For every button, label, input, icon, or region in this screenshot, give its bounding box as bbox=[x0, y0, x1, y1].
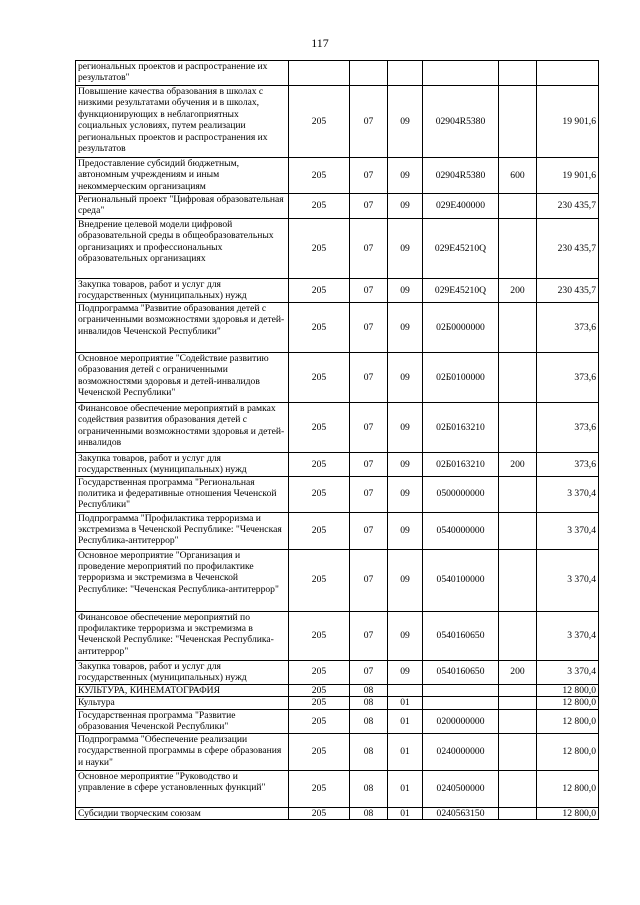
row-target-code-cell: 0240563150 bbox=[423, 808, 499, 820]
row-ved-cell: 205 bbox=[289, 219, 350, 279]
row-ved-cell: 205 bbox=[289, 808, 350, 820]
row-amount-cell: 3 370,4 bbox=[537, 611, 599, 660]
row-amount-cell: 19 901,6 bbox=[537, 86, 599, 158]
row-amount-cell: 3 370,4 bbox=[537, 549, 599, 611]
row-target-code-cell: 02904R5380 bbox=[423, 86, 499, 158]
row-expense-type-cell bbox=[499, 86, 537, 158]
row-section-cell: 07 bbox=[350, 86, 388, 158]
row-section-cell: 08 bbox=[350, 771, 388, 808]
table-row bbox=[76, 611, 599, 660]
row-target-code-cell: 0540160650 bbox=[423, 611, 499, 660]
row-expense-type-cell bbox=[499, 611, 537, 660]
row-target-code-cell: 02904R5380 bbox=[423, 158, 499, 194]
row-name-cell: Подпрограмма "Профилактика терроризма и экстремизма в Чеченской Республике: "Чеченская Республика-антитеррор" bbox=[76, 512, 289, 549]
row-subsection-cell: 09 bbox=[388, 452, 423, 476]
row-section-cell: 07 bbox=[350, 194, 388, 219]
row-name-cell: Подпрограмма "Обеспечение реализации государственной программы в сфере образования и науки" bbox=[76, 734, 289, 771]
row-target-code-cell: 029Е400000 bbox=[423, 194, 499, 219]
table-row bbox=[76, 402, 599, 452]
row-target-code-cell: 0240000000 bbox=[423, 734, 499, 771]
row-subsection-cell: 09 bbox=[388, 402, 423, 452]
row-name-cell: Внедрение целевой модели цифровой образовательной среды в общеобразовательных организациях и профессиональных образовательных организациях bbox=[76, 219, 289, 279]
row-amount-cell: 3 370,4 bbox=[537, 512, 599, 549]
row-name-cell: Основное мероприятие "Содействие развитию образования детей с ограниченными возможностями здоровья и детей-инвалидов Чеченской Республики" bbox=[76, 352, 289, 402]
row-expense-type-cell bbox=[499, 219, 537, 279]
table-row bbox=[76, 194, 599, 219]
row-section-cell: 07 bbox=[350, 402, 388, 452]
row-expense-type-cell bbox=[499, 402, 537, 452]
row-section-cell: 07 bbox=[350, 611, 388, 660]
row-name-cell: Культура bbox=[76, 697, 289, 710]
row-expense-type-cell bbox=[499, 61, 537, 86]
row-subsection-cell: 09 bbox=[388, 476, 423, 512]
row-target-code-cell: 0240500000 bbox=[423, 771, 499, 808]
row-amount-cell bbox=[537, 61, 599, 86]
row-expense-type-cell bbox=[499, 697, 537, 710]
row-expense-type-cell: 200 bbox=[499, 452, 537, 476]
row-ved-cell bbox=[289, 61, 350, 86]
row-ved-cell: 205 bbox=[289, 684, 350, 696]
row-subsection-cell: 09 bbox=[388, 549, 423, 611]
table-body bbox=[76, 61, 599, 820]
row-target-code-cell: 0540160650 bbox=[423, 660, 499, 684]
row-name-cell: Основное мероприятие "Организация и проведение мероприятий по профилактике терроризма и экстремизма в Чеченской Республике: "Чеченская Республика-антитеррор" bbox=[76, 549, 289, 611]
row-section-cell: 07 bbox=[350, 158, 388, 194]
row-target-code-cell: 02Б0163210 bbox=[423, 452, 499, 476]
row-target-code-cell bbox=[423, 684, 499, 696]
row-section-cell: 07 bbox=[350, 302, 388, 352]
row-expense-type-cell bbox=[499, 710, 537, 734]
row-name-cell: КУЛЬТУРА, КИНЕМАТОГРАФИЯ bbox=[76, 684, 289, 696]
row-ved-cell: 205 bbox=[289, 697, 350, 710]
table-row bbox=[76, 352, 599, 402]
row-section-cell: 08 bbox=[350, 808, 388, 820]
row-name-cell: Государственная программа "Развитие образования Чеченской Республики" bbox=[76, 710, 289, 734]
row-subsection-cell: 01 bbox=[388, 734, 423, 771]
row-target-code-cell: 02Б0100000 bbox=[423, 352, 499, 402]
row-section-cell: 08 bbox=[350, 684, 388, 696]
row-subsection-cell: 09 bbox=[388, 86, 423, 158]
row-name-cell: Финансовое обеспечение мероприятий по профилактике терроризма и экстремизма в Чеченской Республике: "Чеченская Республика-антитеррор" bbox=[76, 611, 289, 660]
row-amount-cell: 230 435,7 bbox=[537, 194, 599, 219]
row-name-cell: Финансовое обеспечение мероприятий в рамках содействия развития образования детей с ограниченными возможностями здоровья и детей-инвалидов bbox=[76, 402, 289, 452]
row-name-cell: Субсидии творческим союзам bbox=[76, 808, 289, 820]
table-row bbox=[76, 452, 599, 476]
row-target-code-cell: 02Б0000000 bbox=[423, 302, 499, 352]
row-expense-type-cell bbox=[499, 512, 537, 549]
row-amount-cell: 12 800,0 bbox=[537, 684, 599, 696]
row-ved-cell: 205 bbox=[289, 352, 350, 402]
row-target-code-cell: 029Е45210Q bbox=[423, 279, 499, 303]
row-section-cell bbox=[350, 61, 388, 86]
row-section-cell: 07 bbox=[350, 352, 388, 402]
table-row bbox=[76, 512, 599, 549]
row-ved-cell: 205 bbox=[289, 194, 350, 219]
row-section-cell: 08 bbox=[350, 710, 388, 734]
row-ved-cell: 205 bbox=[289, 476, 350, 512]
row-expense-type-cell bbox=[499, 352, 537, 402]
row-expense-type-cell bbox=[499, 194, 537, 219]
row-amount-cell: 373,6 bbox=[537, 352, 599, 402]
row-amount-cell: 3 370,4 bbox=[537, 660, 599, 684]
table-row bbox=[76, 771, 599, 808]
row-subsection-cell bbox=[388, 61, 423, 86]
row-expense-type-cell: 200 bbox=[499, 279, 537, 303]
row-expense-type-cell bbox=[499, 302, 537, 352]
row-subsection-cell: 01 bbox=[388, 697, 423, 710]
row-amount-cell: 12 800,0 bbox=[537, 734, 599, 771]
row-section-cell: 07 bbox=[350, 549, 388, 611]
table-row bbox=[76, 86, 599, 158]
row-ved-cell: 205 bbox=[289, 302, 350, 352]
row-expense-type-cell bbox=[499, 734, 537, 771]
row-ved-cell: 205 bbox=[289, 660, 350, 684]
table-row bbox=[76, 697, 599, 710]
row-section-cell: 07 bbox=[350, 660, 388, 684]
row-ved-cell: 205 bbox=[289, 771, 350, 808]
row-subsection-cell: 09 bbox=[388, 512, 423, 549]
row-name-cell: региональных проектов и распространение их результатов" bbox=[76, 61, 289, 86]
row-amount-cell: 230 435,7 bbox=[537, 219, 599, 279]
row-subsection-cell bbox=[388, 684, 423, 696]
row-subsection-cell: 09 bbox=[388, 302, 423, 352]
row-ved-cell: 205 bbox=[289, 512, 350, 549]
row-ved-cell: 205 bbox=[289, 86, 350, 158]
table-row bbox=[76, 684, 599, 696]
row-expense-type-cell bbox=[499, 684, 537, 696]
row-section-cell: 08 bbox=[350, 734, 388, 771]
row-target-code-cell: 0540100000 bbox=[423, 549, 499, 611]
row-name-cell: Закупка товаров, работ и услуг для государственных (муниципальных) нужд bbox=[76, 279, 289, 303]
row-expense-type-cell bbox=[499, 808, 537, 820]
row-target-code-cell bbox=[423, 697, 499, 710]
row-subsection-cell: 09 bbox=[388, 279, 423, 303]
row-target-code-cell: 029Е45210Q bbox=[423, 219, 499, 279]
row-expense-type-cell bbox=[499, 549, 537, 611]
row-target-code-cell bbox=[423, 61, 499, 86]
table-row bbox=[76, 158, 599, 194]
row-subsection-cell: 09 bbox=[388, 611, 423, 660]
row-section-cell: 07 bbox=[350, 476, 388, 512]
table-row bbox=[76, 219, 599, 279]
row-subsection-cell: 09 bbox=[388, 194, 423, 219]
row-expense-type-cell: 600 bbox=[499, 158, 537, 194]
table-row bbox=[76, 302, 599, 352]
row-target-code-cell: 0200000000 bbox=[423, 710, 499, 734]
row-name-cell: Закупка товаров, работ и услуг для государственных (муниципальных) нужд bbox=[76, 660, 289, 684]
row-target-code-cell: 02Б0163210 bbox=[423, 402, 499, 452]
row-amount-cell: 12 800,0 bbox=[537, 771, 599, 808]
row-target-code-cell: 0500000000 bbox=[423, 476, 499, 512]
row-expense-type-cell: 200 bbox=[499, 660, 537, 684]
row-ved-cell: 205 bbox=[289, 402, 350, 452]
row-amount-cell: 3 370,4 bbox=[537, 476, 599, 512]
row-ved-cell: 205 bbox=[289, 710, 350, 734]
row-subsection-cell: 09 bbox=[388, 660, 423, 684]
row-amount-cell: 373,6 bbox=[537, 452, 599, 476]
row-section-cell: 07 bbox=[350, 279, 388, 303]
row-amount-cell: 230 435,7 bbox=[537, 279, 599, 303]
row-ved-cell: 205 bbox=[289, 549, 350, 611]
row-ved-cell: 205 bbox=[289, 734, 350, 771]
row-subsection-cell: 01 bbox=[388, 808, 423, 820]
row-subsection-cell: 09 bbox=[388, 219, 423, 279]
row-section-cell: 07 bbox=[350, 512, 388, 549]
page-number: 117 bbox=[311, 36, 329, 50]
row-subsection-cell: 09 bbox=[388, 158, 423, 194]
row-amount-cell: 12 800,0 bbox=[537, 710, 599, 734]
row-name-cell: Основное мероприятие "Руководство и управление в сфере установленных функций" bbox=[76, 771, 289, 808]
row-amount-cell: 12 800,0 bbox=[537, 808, 599, 820]
row-name-cell: Подпрограмма "Развитие образования детей с ограниченными возможностями здоровья и детей-инвалидов Чеченской Республики" bbox=[76, 302, 289, 352]
table-row bbox=[76, 710, 599, 734]
row-name-cell: Региональный проект "Цифровая образовательная среда" bbox=[76, 194, 289, 219]
row-amount-cell: 373,6 bbox=[537, 302, 599, 352]
table-row bbox=[76, 660, 599, 684]
row-subsection-cell: 01 bbox=[388, 771, 423, 808]
budget-table bbox=[75, 60, 599, 820]
row-name-cell: Государственная программа "Региональная политика и федеративные отношения Чеченской Республики" bbox=[76, 476, 289, 512]
table-row bbox=[76, 476, 599, 512]
table-row bbox=[76, 279, 599, 303]
table-row bbox=[76, 808, 599, 820]
row-name-cell: Предоставление субсидий бюджетным, автономным учреждениям и иным некоммерческим организациям bbox=[76, 158, 289, 194]
row-amount-cell: 19 901,6 bbox=[537, 158, 599, 194]
row-ved-cell: 205 bbox=[289, 158, 350, 194]
row-amount-cell: 373,6 bbox=[537, 402, 599, 452]
row-ved-cell: 205 bbox=[289, 452, 350, 476]
table-row bbox=[76, 734, 599, 771]
row-expense-type-cell bbox=[499, 476, 537, 512]
row-section-cell: 08 bbox=[350, 697, 388, 710]
row-ved-cell: 205 bbox=[289, 611, 350, 660]
row-expense-type-cell bbox=[499, 771, 537, 808]
row-subsection-cell: 01 bbox=[388, 710, 423, 734]
table-row bbox=[76, 61, 599, 86]
row-ved-cell: 205 bbox=[289, 279, 350, 303]
row-amount-cell: 12 800,0 bbox=[537, 697, 599, 710]
row-name-cell: Закупка товаров, работ и услуг для государственных (муниципальных) нужд bbox=[76, 452, 289, 476]
row-target-code-cell: 0540000000 bbox=[423, 512, 499, 549]
row-name-cell: Повышение качества образования в школах с низкими результатами обучения и в школах, функционирующих в неблагоприятных социальных условиях, путем реализации региональных проектов и распространения их результатов bbox=[76, 86, 289, 158]
row-section-cell: 07 bbox=[350, 452, 388, 476]
row-section-cell: 07 bbox=[350, 219, 388, 279]
row-subsection-cell: 09 bbox=[388, 352, 423, 402]
table-row bbox=[76, 549, 599, 611]
